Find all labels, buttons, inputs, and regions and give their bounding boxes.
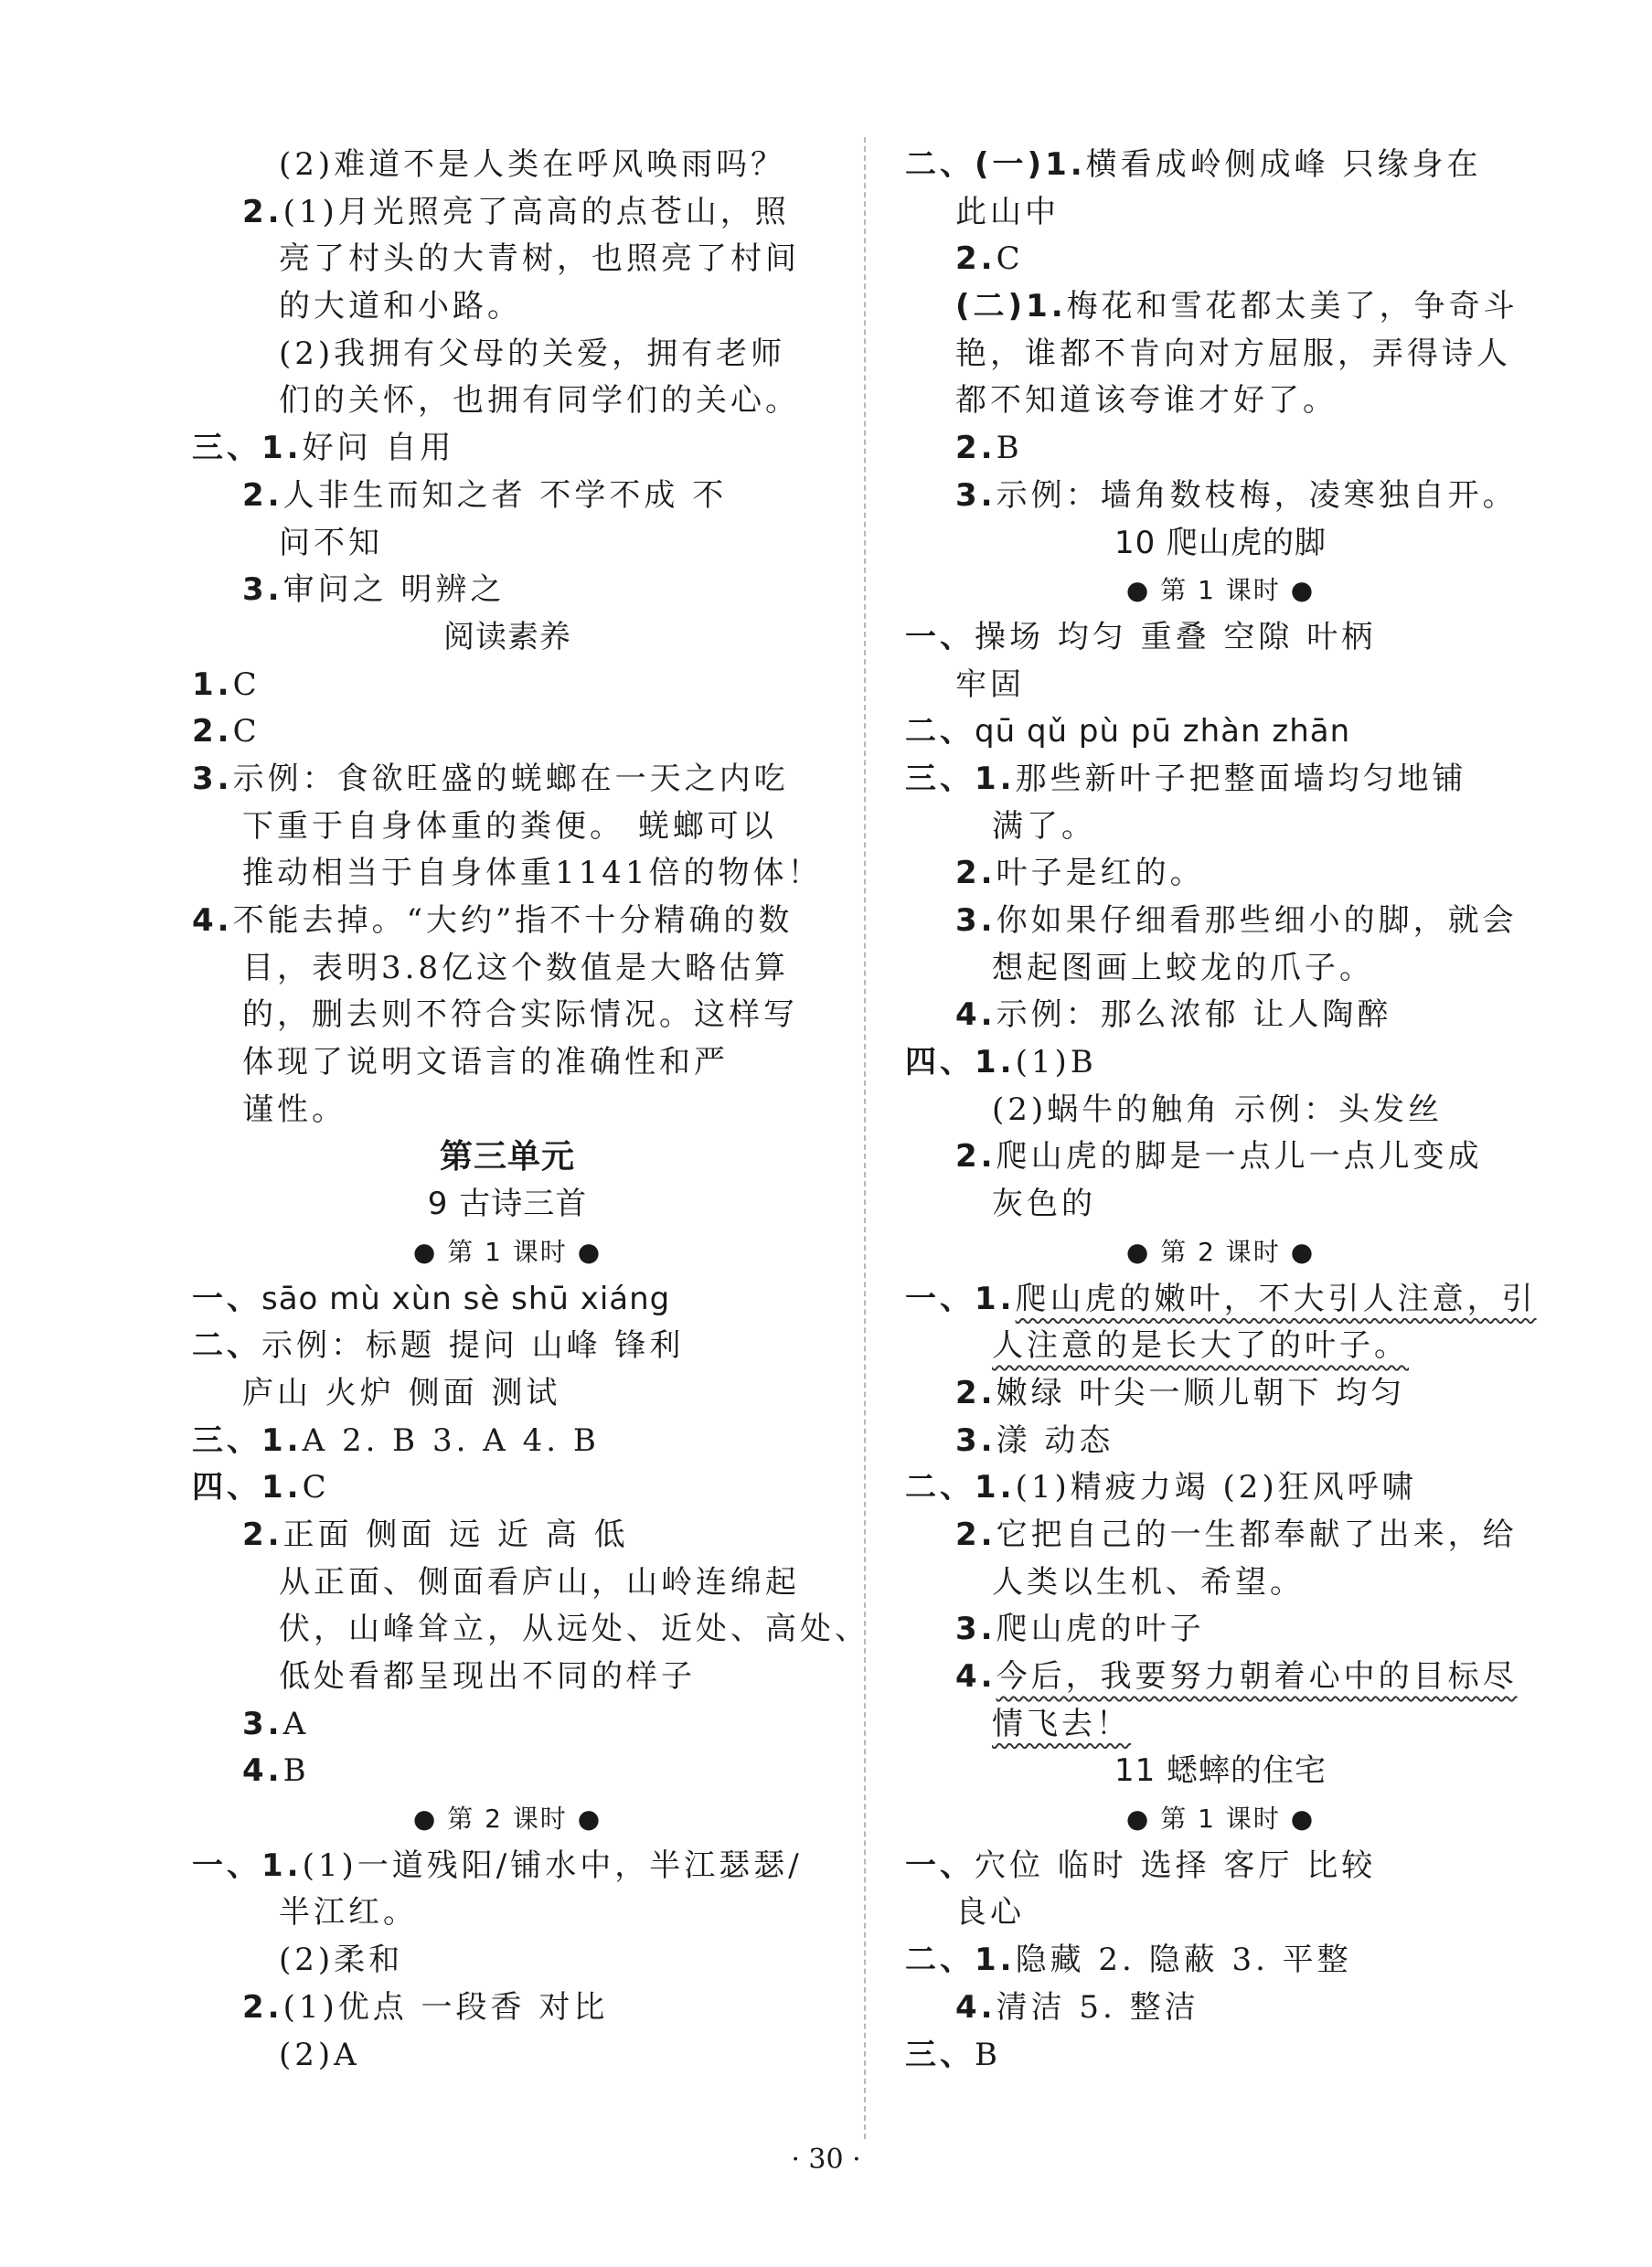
answer-text: 示例：墙角数枝梅，凌寒独自开。: [996, 476, 1518, 514]
question-number: 三、1.: [192, 1421, 303, 1459]
answer-line: [905, 1937, 1536, 1985]
answer-line: [192, 850, 823, 898]
answer-line: [905, 331, 1536, 378]
answer-line: [192, 1559, 823, 1607]
answer-line: [905, 992, 1536, 1039]
answer-text: (1)精疲力竭 (2)狂风呼啸: [1015, 1469, 1417, 1506]
answer-text: 半江红。: [279, 1894, 418, 1932]
question-number: 3.: [955, 902, 997, 939]
answer-text: 示例：标题 提问 山峰 锋利: [261, 1327, 685, 1365]
question-number: 2.: [955, 1374, 997, 1411]
question-number: 4.: [242, 1752, 283, 1790]
answer-text: (2)我拥有父母的关爱，拥有老师: [279, 335, 786, 372]
answer-text: 横看成岭侧成峰 只缘身在: [1085, 146, 1482, 183]
question-number: 3.: [955, 1611, 997, 1648]
answer-line: [905, 708, 1536, 756]
answer-text: 不能去掉。“大约”指不十分精确的数: [232, 902, 794, 939]
answer-text: B: [996, 430, 1023, 467]
answer-text: 艳，谁都不肯向对方屈服，弄得诗人: [955, 335, 1511, 372]
answer-line: [192, 473, 823, 520]
answer-line: [905, 1843, 1536, 1890]
column-divider: [864, 137, 866, 2139]
answer-text: 审问之 明辨之: [282, 571, 506, 609]
answer-text: 都不知道该夸谁才好了。: [955, 382, 1338, 420]
answer-line: [905, 1276, 1536, 1324]
answer-line: [192, 1748, 823, 1795]
answer-text: 庐山 火炉 侧面 测试: [242, 1374, 561, 1411]
answer-line: [192, 898, 823, 945]
answer-line: [192, 1654, 823, 1701]
question-number: 2.: [242, 1988, 283, 2026]
answer-line: [192, 1889, 823, 1937]
answer-line: [192, 1276, 823, 1324]
answer-line: [905, 378, 1536, 425]
answer-line: [192, 567, 823, 614]
answer-line: [905, 1985, 1536, 2032]
question-number: 4.: [955, 996, 997, 1034]
answer-text: 良心: [955, 1894, 1025, 1932]
answer-text: 那些新叶子把整面墙均匀地铺: [1015, 760, 1467, 797]
left-answer-column: [192, 142, 869, 2079]
question-number: 2.: [242, 476, 283, 514]
answer-text: C: [232, 665, 261, 703]
answer-line: [192, 331, 823, 378]
answer-text: 人类以生机、希望。: [992, 1563, 1305, 1601]
question-number: 一、: [905, 1847, 975, 1884]
answer-line: [192, 1087, 823, 1134]
answer-line: [192, 756, 823, 804]
answer-line: [905, 1464, 1536, 1512]
question-number: 二、1.: [905, 1469, 1016, 1506]
question-number: 一、: [905, 618, 975, 655]
question-number: 四、1.: [905, 1044, 1016, 1081]
question-number: 4.: [955, 1658, 997, 1695]
question-number: 一、: [192, 1280, 261, 1317]
answer-text: C: [302, 1469, 330, 1506]
answer-text: 们的关怀，也拥有同学们的关心。: [279, 382, 800, 420]
answer-text: 人非生而知之者 不学不成 不: [282, 476, 728, 514]
question-number: 2.: [955, 1516, 997, 1553]
answer-line: [192, 1370, 823, 1418]
answer-line: [905, 1181, 1536, 1229]
answer-text: 问不知: [279, 524, 383, 561]
answer-text: (2)难道不是人类在呼风唤雨吗？: [279, 146, 786, 183]
answer-line: [192, 189, 823, 237]
lesson-session-heading: ● 第 1 课时 ●: [1125, 575, 1316, 606]
answer-text: 你如果仔细看那些细小的脚，就会: [996, 902, 1518, 939]
answer-text: qū qǔ pù pū zhàn zhān: [975, 713, 1351, 750]
question-number: 三、: [905, 2036, 975, 2073]
answer-line: [192, 945, 823, 993]
question-number: 4.: [955, 1988, 997, 2026]
answer-text: (1)月光照亮了高高的点苍山，照: [282, 193, 790, 230]
answer-line: [192, 2032, 823, 2080]
answer-line: [192, 378, 823, 425]
answer-text: 牢固: [955, 665, 1025, 703]
answer-line: [192, 520, 823, 568]
question-number: 二、: [905, 713, 975, 750]
answer-line: [192, 1039, 823, 1087]
answer-text: 推动相当于自身体重1141倍的物体！: [242, 855, 823, 892]
answer-text: 正面 侧面 远 近 高 低: [282, 1516, 629, 1553]
answer-text: 体现了说明文语言的准确性和严: [242, 1044, 729, 1081]
answer-line: [905, 898, 1536, 945]
answer-line: [905, 1559, 1536, 1607]
answer-line: [905, 1606, 1536, 1654]
question-number: 四、1.: [192, 1469, 303, 1506]
section-heading: 11 蟋蟀的住宅: [1114, 1752, 1327, 1790]
answer-text: 爬山虎的嫩叶，不大引人注意，引: [1015, 1280, 1537, 1317]
answer-line: [905, 1701, 1536, 1749]
answer-line: [192, 1937, 823, 1985]
answer-text: 从正面、侧面看庐山，山岭连绵起: [279, 1563, 800, 1601]
answer-line: [192, 1606, 869, 1654]
answer-text: 好问 自用: [302, 430, 455, 467]
answer-line: [905, 1418, 1536, 1465]
question-number: 1.: [192, 665, 233, 703]
answer-line: [905, 142, 1536, 189]
answer-text: 示例：食欲旺盛的蜣螂在一天之内吃: [232, 760, 789, 797]
answer-line: [905, 1134, 1536, 1181]
answer-text: (2)蜗牛的触角 示例：头发丝: [992, 1091, 1443, 1128]
question-number: 3.: [192, 760, 233, 797]
answer-text: 嫩绿 叶尖一顺儿朝下 均匀: [996, 1374, 1406, 1411]
answer-line: [905, 1654, 1536, 1701]
question-number: 2.: [242, 193, 283, 230]
answer-text: 满了。: [992, 807, 1096, 845]
answer-line: [192, 992, 823, 1039]
answer-text: 下重于自身体重的粪便。 蜣螂可以: [242, 807, 777, 845]
question-number: 三、1.: [905, 760, 1016, 797]
question-number: 二、1.: [905, 1942, 1016, 1979]
answer-line: [905, 804, 1536, 851]
answer-line: [192, 1323, 823, 1370]
section-heading: 9 古诗三首: [427, 1186, 588, 1223]
answer-line: [905, 1087, 1536, 1134]
answer-text: (1)一道残阳/铺水中，半江瑟瑟/: [302, 1847, 803, 1884]
answer-text: (2)A: [279, 2036, 360, 2073]
question-number: 二、(一)1.: [905, 146, 1086, 183]
section-heading: 阅读素养: [443, 618, 571, 655]
question-number: 一、1.: [905, 1280, 1016, 1317]
question-number: 2.: [955, 1138, 997, 1176]
answer-line: [905, 1039, 1536, 1087]
answer-text: 想起图画上蛟龙的爪子。: [992, 949, 1374, 986]
section-heading: 10 爬山虎的脚: [1114, 524, 1327, 561]
answer-line: [192, 1464, 823, 1512]
question-number: 三、1.: [192, 430, 303, 467]
question-number: 二、: [192, 1327, 261, 1365]
answer-text: 伏，山峰耸立，从远处、近处、高处、: [279, 1611, 869, 1648]
question-number: 4.: [192, 902, 233, 939]
answer-line: [905, 1323, 1536, 1370]
answer-text: 谨性。: [242, 1091, 346, 1128]
answer-line: [192, 1701, 823, 1749]
answer-text: 叶子是红的。: [996, 855, 1205, 892]
answer-line: [905, 662, 1536, 709]
answer-line: [905, 236, 1536, 283]
answer-text: 穴位 临时 选择 客厅 比较: [975, 1847, 1377, 1884]
answer-text: 操场 均匀 重叠 空隙 叶柄: [975, 618, 1377, 655]
answer-line: [192, 1512, 823, 1559]
answer-line: [192, 425, 823, 473]
answer-text: 此山中: [955, 193, 1060, 230]
answer-line: [192, 1418, 823, 1465]
answer-text: 示例：那么浓郁 让人陶醉: [996, 996, 1392, 1034]
question-number: 一、1.: [192, 1847, 303, 1884]
answer-text: 低处看都呈现出不同的样子: [279, 1658, 696, 1695]
answer-text: 的大道和小路。: [279, 288, 522, 325]
answer-text: A: [282, 1705, 310, 1742]
answer-line: [192, 283, 823, 331]
answer-line: [905, 756, 1536, 804]
answer-text: 清洁 5. 整洁: [996, 1988, 1199, 2026]
question-number: 3.: [955, 1421, 997, 1459]
answer-text: 情飞去！: [992, 1705, 1131, 1742]
answer-line: [905, 614, 1536, 662]
answer-line: [905, 283, 1536, 331]
answer-line: [192, 662, 823, 709]
answer-text: 隐藏 2. 隐蔽 3. 平整: [1015, 1942, 1352, 1979]
answer-line: [192, 236, 823, 283]
lesson-session-heading: ● 第 2 课时 ●: [1125, 1236, 1316, 1267]
answer-text: 的，删去则不符合实际情况。这样写: [242, 996, 798, 1034]
answer-line: [905, 189, 1536, 237]
question-number: 2.: [955, 855, 997, 892]
page-number: · 30 ·: [791, 2144, 861, 2176]
answer-line: [192, 1843, 823, 1890]
answer-text: B: [975, 2036, 1001, 2073]
answer-text: 人注意的是长大了的叶子。: [992, 1327, 1409, 1365]
answer-text: 爬山虎的叶子: [996, 1611, 1205, 1648]
answer-text: (1)B: [1015, 1044, 1097, 1081]
answer-line: [192, 804, 823, 851]
question-number: 2.: [955, 430, 997, 467]
answer-line: [905, 2032, 1536, 2080]
question-number: (二)1.: [955, 288, 1067, 325]
answer-text: 它把自己的一生都奉献了出来，给: [996, 1516, 1518, 1553]
answer-line: [192, 142, 823, 189]
answer-line: [905, 1370, 1536, 1418]
answer-text: A 2. B 3. A 4. B: [302, 1421, 600, 1459]
answer-text: sāo mù xùn sè shū xiáng: [261, 1280, 671, 1317]
question-number: 2.: [192, 713, 233, 750]
answer-text: 梅花和雪花都太美了，争奇斗: [1066, 288, 1519, 325]
answer-text: 今后，我要努力朝着心中的目标尽: [996, 1658, 1518, 1695]
answer-text: B: [282, 1752, 310, 1790]
right-answer-column: [905, 142, 1536, 2079]
answer-text: C: [996, 240, 1024, 278]
answer-line: [905, 1512, 1536, 1559]
answer-line: [192, 708, 823, 756]
answer-line: [905, 850, 1536, 898]
section-heading: 第三单元: [439, 1138, 575, 1176]
answer-text: 亮了村头的大青树，也照亮了村间: [279, 240, 800, 278]
answer-line: [905, 425, 1536, 473]
question-number: 2.: [242, 1516, 283, 1553]
answer-line: [905, 1889, 1536, 1937]
answer-text: (2)柔和: [279, 1942, 404, 1979]
question-number: 3.: [242, 1705, 283, 1742]
lesson-session-heading: ● 第 1 课时 ●: [1125, 1804, 1316, 1835]
lesson-session-heading: ● 第 1 课时 ●: [412, 1236, 602, 1267]
answer-text: 灰色的: [992, 1186, 1096, 1223]
answer-text: 漾 动态: [996, 1421, 1114, 1459]
answer-text: 目，表明3.8亿这个数值是大略估算: [242, 949, 790, 986]
answer-line: [905, 945, 1536, 993]
question-number: 3.: [955, 476, 997, 514]
answer-text: 爬山虎的脚是一点儿一点儿变成: [996, 1138, 1483, 1176]
answer-text: C: [232, 713, 261, 750]
question-number: 3.: [242, 571, 283, 609]
lesson-session-heading: ● 第 2 课时 ●: [412, 1804, 602, 1835]
answer-text: (1)优点 一段香 对比: [282, 1988, 609, 2026]
question-number: 2.: [955, 240, 997, 278]
answer-line: [905, 473, 1536, 520]
answer-line: [192, 1985, 823, 2032]
